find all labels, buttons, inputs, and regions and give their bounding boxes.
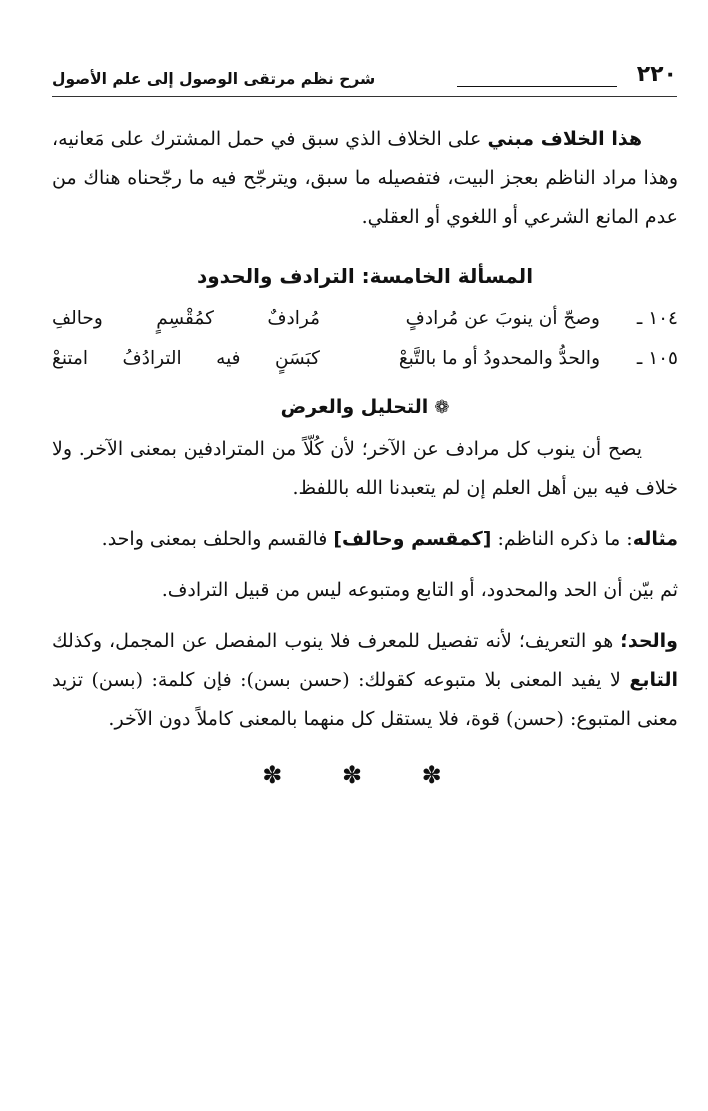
verse-line	[52, 299, 678, 339]
analysis-title: التحليل والعرض	[280, 396, 429, 418]
header-rule	[457, 86, 617, 87]
paragraph-definition	[52, 622, 678, 739]
paragraph-example-text: : ما ذكره الناظم:	[491, 528, 633, 550]
paragraph-clarification: ثم بيّن أن الحد والمحدود، أو التابع ومتبوعه ليس من قبيل الترادف.	[161, 579, 678, 601]
ornament-icon: ❁	[434, 397, 450, 418]
verse-second-hemistich: مُرادفٌ كمُقْسِمٍ وحالفِ	[52, 308, 320, 329]
analysis-heading	[52, 389, 678, 426]
paragraph-intro-text: على الخلاف الذي سبق في حمل المشترك على مَعانيه، وهذا مراد الناظم بعجز البيت، فتفصيله ما سبق، ويترجّح فيه ما رجّحناه هناك من عدم المانع الشرعي أو اللغوي أو العقلي.	[52, 128, 678, 228]
verse-number: ١٠٥ ـ	[636, 348, 678, 369]
verse-line	[52, 339, 678, 379]
header-divider	[52, 96, 677, 97]
page-number: ٢٢٠	[636, 62, 677, 87]
paragraph-example-text-end: فالقسم والحلف بمعنى واحد.	[101, 528, 334, 550]
paragraph-intro-lead: هذا الخلاف مبني	[487, 128, 642, 150]
paragraph-definition-lead: والحد؛	[620, 630, 678, 652]
paragraph-synonym-rule: يصح أن ينوب كل مرادف عن الآخر؛ لأن كُلّاً من المترادفين بمعنى الآخر. ولا خلاف فيه بين أهل العلم إن لم يتعبدنا الله باللفظ.	[52, 438, 678, 499]
paragraph-example	[52, 520, 678, 559]
page-content	[52, 120, 678, 789]
paragraph-intro	[52, 120, 678, 237]
verse-second-hemistich: كبَسَنٍ فيه الترادُفُ امتنعْ	[52, 348, 320, 369]
verse-first-hemistich: والحدُّ والمحدودُ أو ما بالتَّبعْ	[398, 348, 600, 369]
paragraph-example-quote: [كمقسم وحالف]	[333, 528, 492, 550]
section-separator: ✽ ✽ ✽	[262, 761, 468, 789]
paragraph-example-lead: مثاله	[632, 528, 678, 550]
page-header	[52, 62, 677, 102]
section-title: المسألة الخامسة: الترادف والحدود	[196, 264, 534, 288]
running-title: شرح نظم مرتقى الوصول إلى علم الأصول	[52, 70, 376, 88]
paragraph-definition-text-end: لا يفيد المعنى بلا متبوعه كقولك: (حسن بسن): فإن كلمة: (بسن) تزيد معنى المتبوع: (حسن) قوة، فلا يستقل كل منهما بالمعنى كاملاً دون الآخر.	[52, 669, 678, 730]
paragraph-definition-text: هو التعريف؛ لأنه تفصيل للمعرف فلا ينوب المفصل عن المجمل، وكذلك	[52, 630, 621, 652]
paragraph-definition-bold: التابع	[629, 669, 678, 691]
verse-number: ١٠٤ ـ	[636, 308, 678, 329]
verse-first-hemistich: وصحّ أن ينوبَ عن مُرادفٍ	[405, 308, 600, 329]
